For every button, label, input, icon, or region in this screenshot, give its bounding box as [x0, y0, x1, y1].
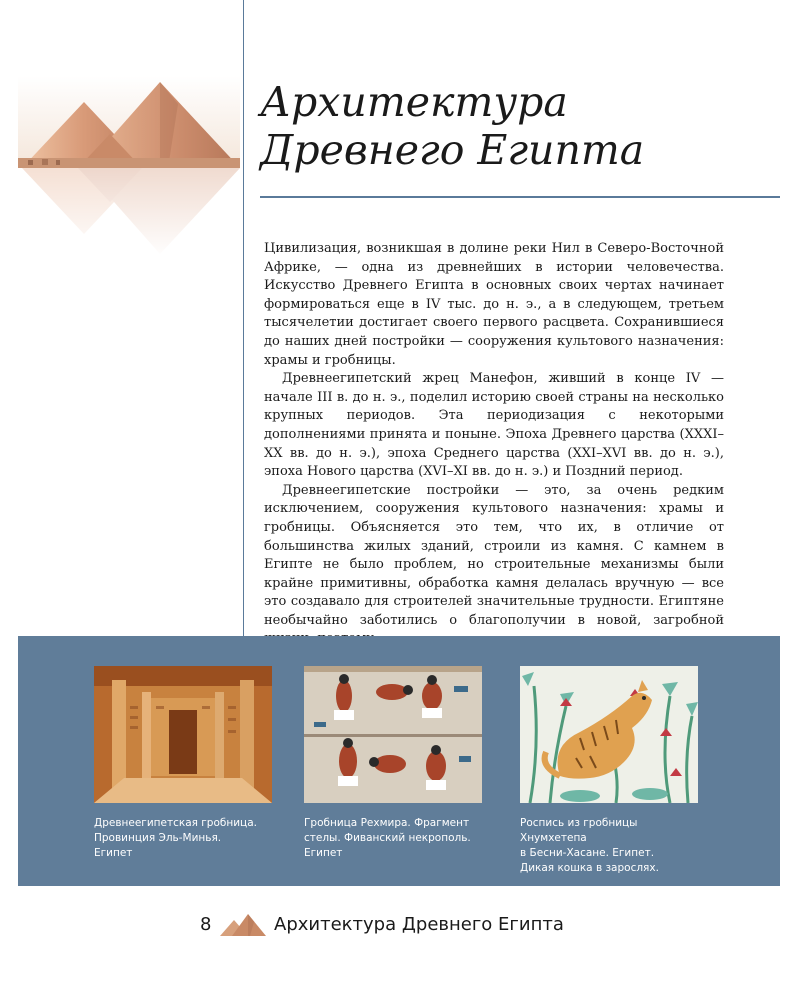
page-title [260, 78, 780, 174]
caption-line: Провинция Эль-Минья. [94, 832, 222, 844]
gallery-image-cat [520, 666, 698, 803]
gallery-image-tomb [94, 666, 272, 803]
gallery-band [18, 636, 780, 886]
page-number: 8 [200, 914, 212, 935]
caption-line: Египет [94, 847, 133, 859]
caption-line: Гробница Рехмира. Фрагмент [304, 817, 470, 829]
pyramids-icon [220, 912, 266, 936]
gallery-image-rekhmire [304, 666, 482, 803]
paragraph-2: Древнеегипетский жрец Манефон, живший в конце IV — начале III в. до н. э., поделил историю своей страны на несколько крупных периодов. Эта периодизация с некоторыми дополнениями принята и поныне. Эпоха Древнего царства (XXXI–XX вв. до н. э.), эпоха Среднего царства (XXI–XVI вв. до н. э.), эпоха Нового царства (XVI–XI вв. до н. э.) и Поздний период. [264, 371, 724, 480]
gallery-caption-3 [520, 816, 702, 876]
running-title: Архитектура Древнего Египта [274, 914, 564, 935]
caption-line: Дикая кошка в зарослях. [520, 862, 659, 874]
vertical-divider [243, 0, 244, 636]
paragraph-1: Цивилизация, возникшая в долине реки Нил в Северо-Восточной Африке, — одна из древнейших в истории человечества. Искусство Древнего Египта в основных своих чертах начинает формироваться еще в IV тыс. до н. э., а в следующем, третьем тысячелетии достигает своего первого расцвета. Сохранившиеся до наших дней постройки — сооружения культового назначения: храмы и гробницы. [264, 241, 724, 368]
title-line-1: Архитектура [260, 78, 568, 126]
paragraph-3: Древнеегипетские постройки — это, за очень редким исключением, сооружения культового назначения: храмы и гробницы. Объясняется это тем, что их, в отличие от большинства жилых зданий, строили из камня. С камнем в Египте не было проблем, но строительные механизмы были крайне примитивны, обработка камня делалась вручную — все это создавало для строителей значительные трудности. Египтяне необычайно заботились о благополучии в новой, загробной [264, 482, 724, 628]
caption-line: стелы. Фиванский некрополь. [304, 832, 471, 844]
caption-line: Египет [304, 847, 343, 859]
pyramids-illustration [18, 76, 240, 168]
caption-line: Роспись из гробницы Хнумхетепа [520, 817, 638, 844]
reflection-fade [18, 168, 240, 263]
article-body [264, 240, 724, 649]
page-footer [0, 906, 800, 946]
title-rule [260, 196, 780, 198]
caption-line: в Бесни-Хасане. Египет. [520, 847, 655, 859]
caption-line: Древнеегипетская гробница. [94, 817, 257, 829]
gallery-caption-1 [94, 816, 276, 861]
gallery-caption-2 [304, 816, 486, 861]
title-line-2: Древнего Египта [260, 126, 645, 174]
